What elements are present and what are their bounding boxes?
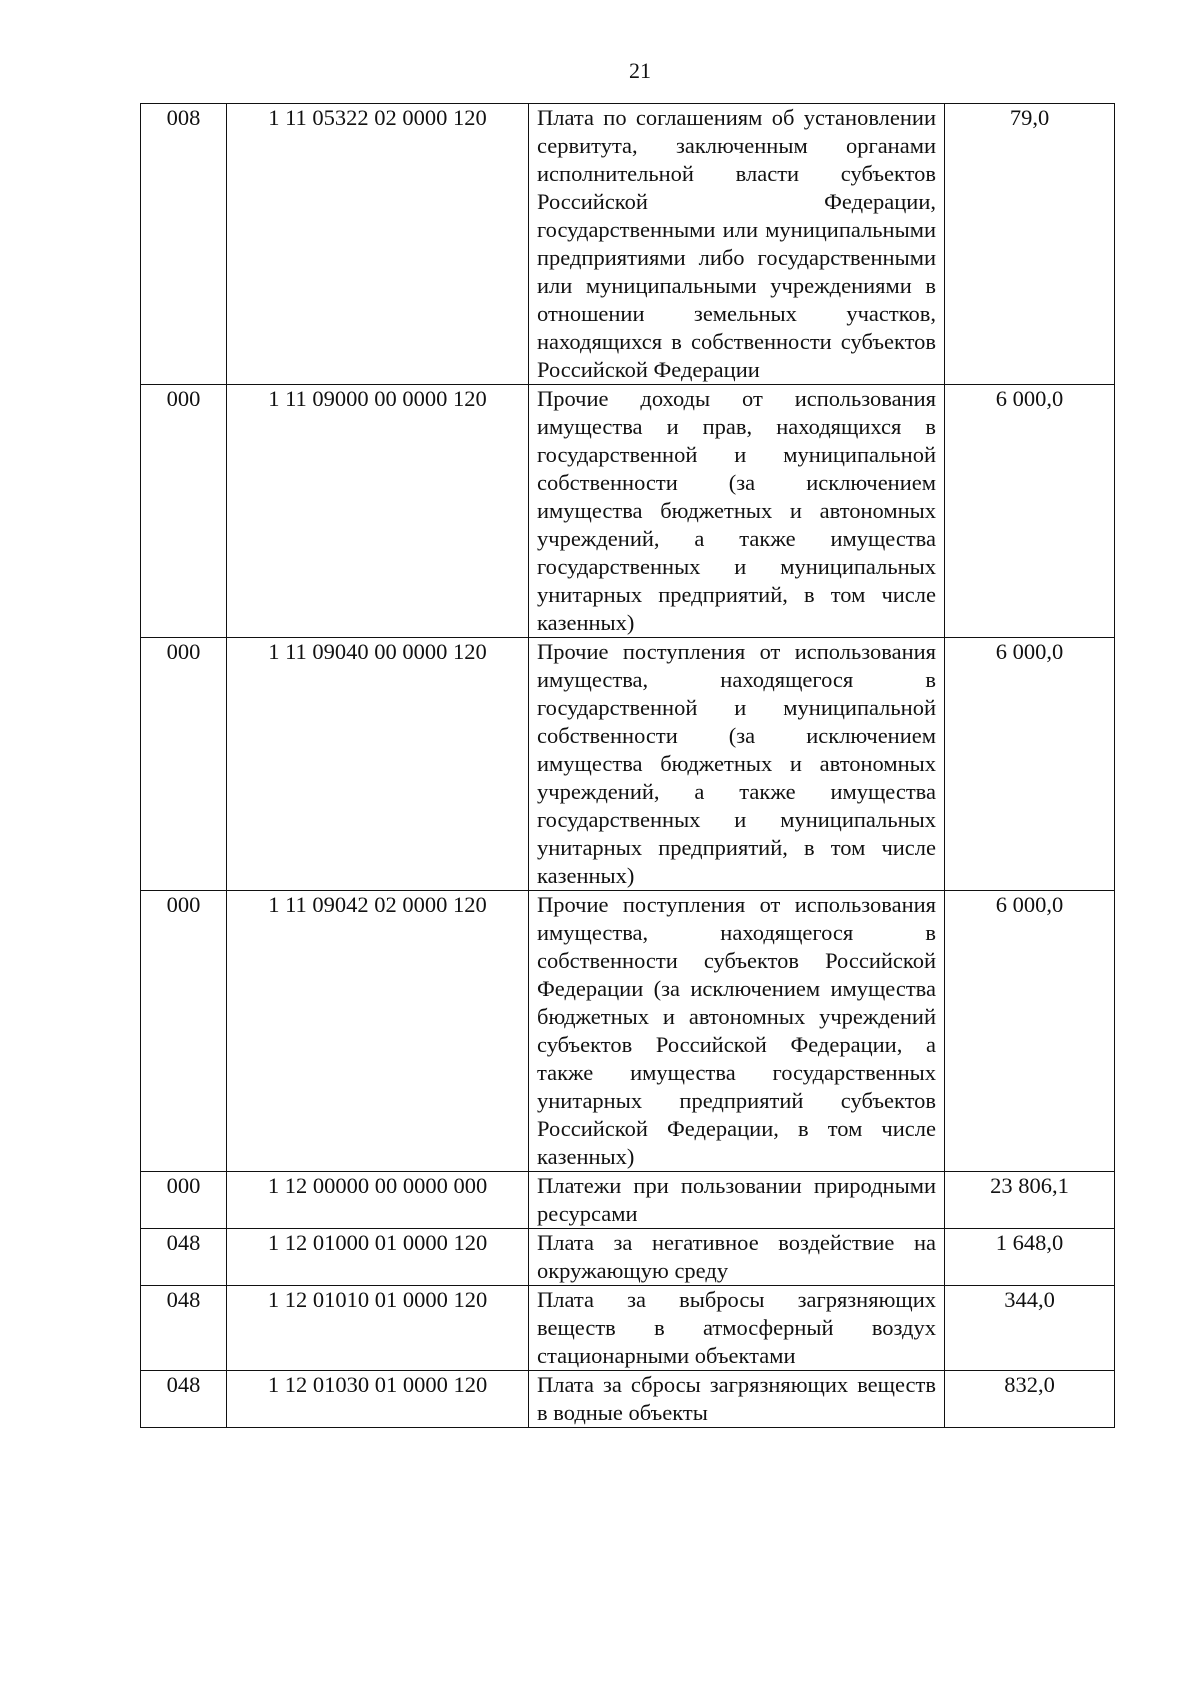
table-row <box>141 1286 1115 1371</box>
revenue-name-cell: Прочие доходы от использования имущества и прав, находящихся в государственной и муниципальной собственности (за исключением имущества бюджетных и автономных учреждений, а также имущества государственных и муниципальных унитарных предприятий, в том числе казенных) <box>529 385 945 638</box>
amount-cell: 832,0 <box>945 1371 1115 1428</box>
admin-code-cell: 048 <box>141 1371 227 1428</box>
admin-code-cell: 000 <box>141 1172 227 1229</box>
page-number: 21 <box>629 58 651 83</box>
admin-code-cell: 048 <box>141 1229 227 1286</box>
revenue-name-cell: Плата за негативное воздействие на окружающую среду <box>529 1229 945 1286</box>
admin-code-cell: 000 <box>141 638 227 891</box>
amount-cell: 1 648,0 <box>945 1229 1115 1286</box>
table-row <box>141 638 1115 891</box>
table-row <box>141 1172 1115 1229</box>
table-row <box>141 385 1115 638</box>
amount-cell: 6 000,0 <box>945 891 1115 1172</box>
admin-code-cell: 000 <box>141 385 227 638</box>
revenue-name-cell: Плата за выбросы загрязняющих веществ в атмосферный воздух стационарными объектами <box>529 1286 945 1371</box>
budget-code-cell: 1 12 01010 01 0000 120 <box>227 1286 529 1371</box>
amount-cell: 344,0 <box>945 1286 1115 1371</box>
budget-code-cell: 1 12 01030 01 0000 120 <box>227 1371 529 1428</box>
budget-code-cell: 1 12 01000 01 0000 120 <box>227 1229 529 1286</box>
admin-code-cell: 008 <box>141 104 227 385</box>
amount-cell: 6 000,0 <box>945 385 1115 638</box>
revenue-name-cell: Платежи при пользовании природными ресурсами <box>529 1172 945 1229</box>
budget-code-cell: 1 12 00000 00 0000 000 <box>227 1172 529 1229</box>
revenue-name-cell: Прочие поступления от использования имущества, находящегося в собственности субъектов Российской Федерации (за исключением имущества бюджетных и автономных учреждений субъектов Российской Федерации, а также имущества государственных унитарных предприятий субъектов Российской Федерации, в том числе казенных) <box>529 891 945 1172</box>
revenue-name-cell: Плата за сбросы загрязняющих веществ в водные объекты <box>529 1371 945 1428</box>
admin-code-cell: 000 <box>141 891 227 1172</box>
amount-cell: 6 000,0 <box>945 638 1115 891</box>
budget-code-cell: 1 11 05322 02 0000 120 <box>227 104 529 385</box>
table-row <box>141 891 1115 1172</box>
admin-code-cell: 048 <box>141 1286 227 1371</box>
budget-code-cell: 1 11 09000 00 0000 120 <box>227 385 529 638</box>
amount-cell: 79,0 <box>945 104 1115 385</box>
table-row <box>141 104 1115 385</box>
table-row <box>141 1229 1115 1286</box>
table-row <box>141 1371 1115 1428</box>
revenue-table <box>140 103 1115 1428</box>
budget-code-cell: 1 11 09042 02 0000 120 <box>227 891 529 1172</box>
amount-cell: 23 806,1 <box>945 1172 1115 1229</box>
budget-code-cell: 1 11 09040 00 0000 120 <box>227 638 529 891</box>
revenue-name-cell: Плата по соглашениям об установлении сервитута, заключенным органами исполнительной власти субъектов Российской Федерации, государственными или муниципальными предприятиями либо государственными или муниципальными учреждениями в отношении земельных участков, находящихся в собственности субъектов Российской Федерации <box>529 104 945 385</box>
revenue-name-cell: Прочие поступления от использования имущества, находящегося в государственной и муниципальной собственности (за исключением имущества бюджетных и автономных учреждений, а также имущества государственных и муниципальных унитарных предприятий, в том числе казенных) <box>529 638 945 891</box>
